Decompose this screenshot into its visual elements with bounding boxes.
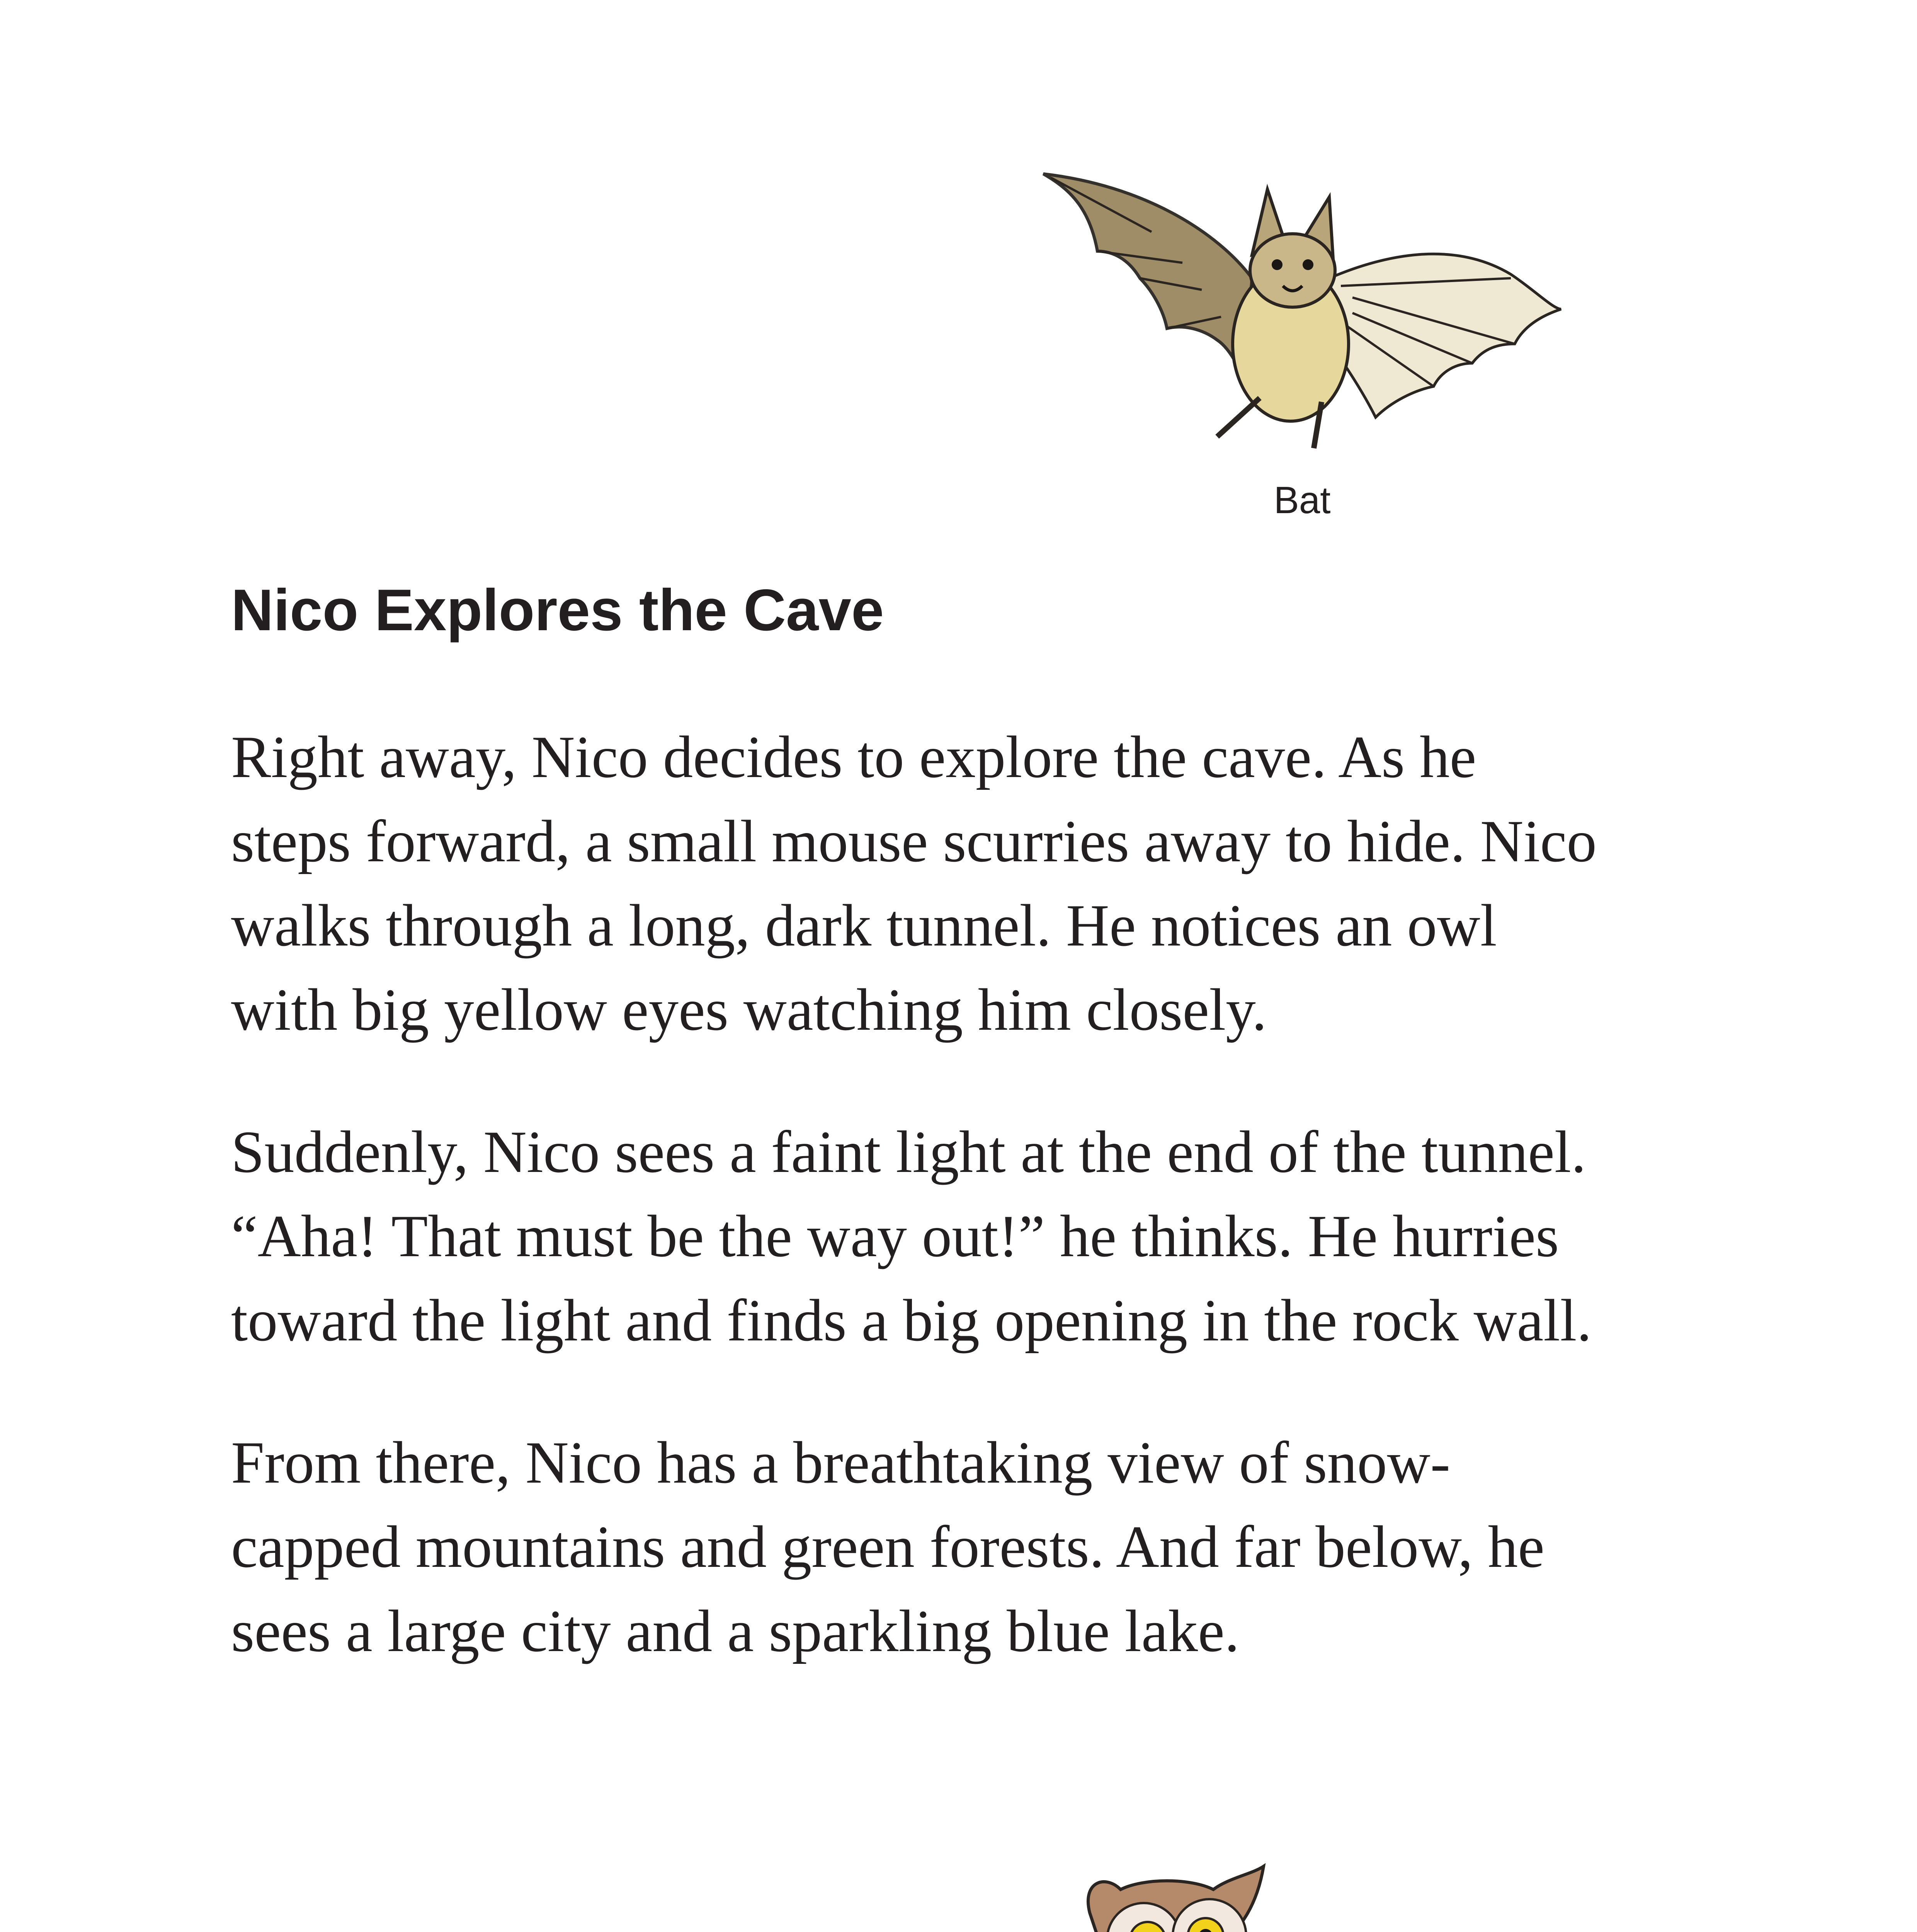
page-title: Nico Explores the Cave <box>231 577 884 643</box>
bat-caption: Bat <box>1274 479 1331 521</box>
story-paragraph-1: Right away, Nico decides to explore the cave. As he steps forward, a small mouse scurries away to hide. Nico walks through a long, dark tunnel. He notices an owl with big yellow eyes watching him closely. <box>231 724 1597 1043</box>
owl-icon <box>974 1866 1383 1932</box>
bat-icon <box>1036 162 1569 464</box>
story-text <box>231 715 1607 1731</box>
story-paragraph-3: From there, Nico has a breathtaking view of snow-capped mountains and green forests. And far below, he sees a large city and a sparkling blue lake. <box>231 1429 1544 1664</box>
story-paragraph-2: Suddenly, Nico sees a faint light at the end of the tunnel. “Aha! That must be the way out!” he thinks. He hurries toward the light and finds a big opening in the rock wall. <box>231 1119 1592 1354</box>
